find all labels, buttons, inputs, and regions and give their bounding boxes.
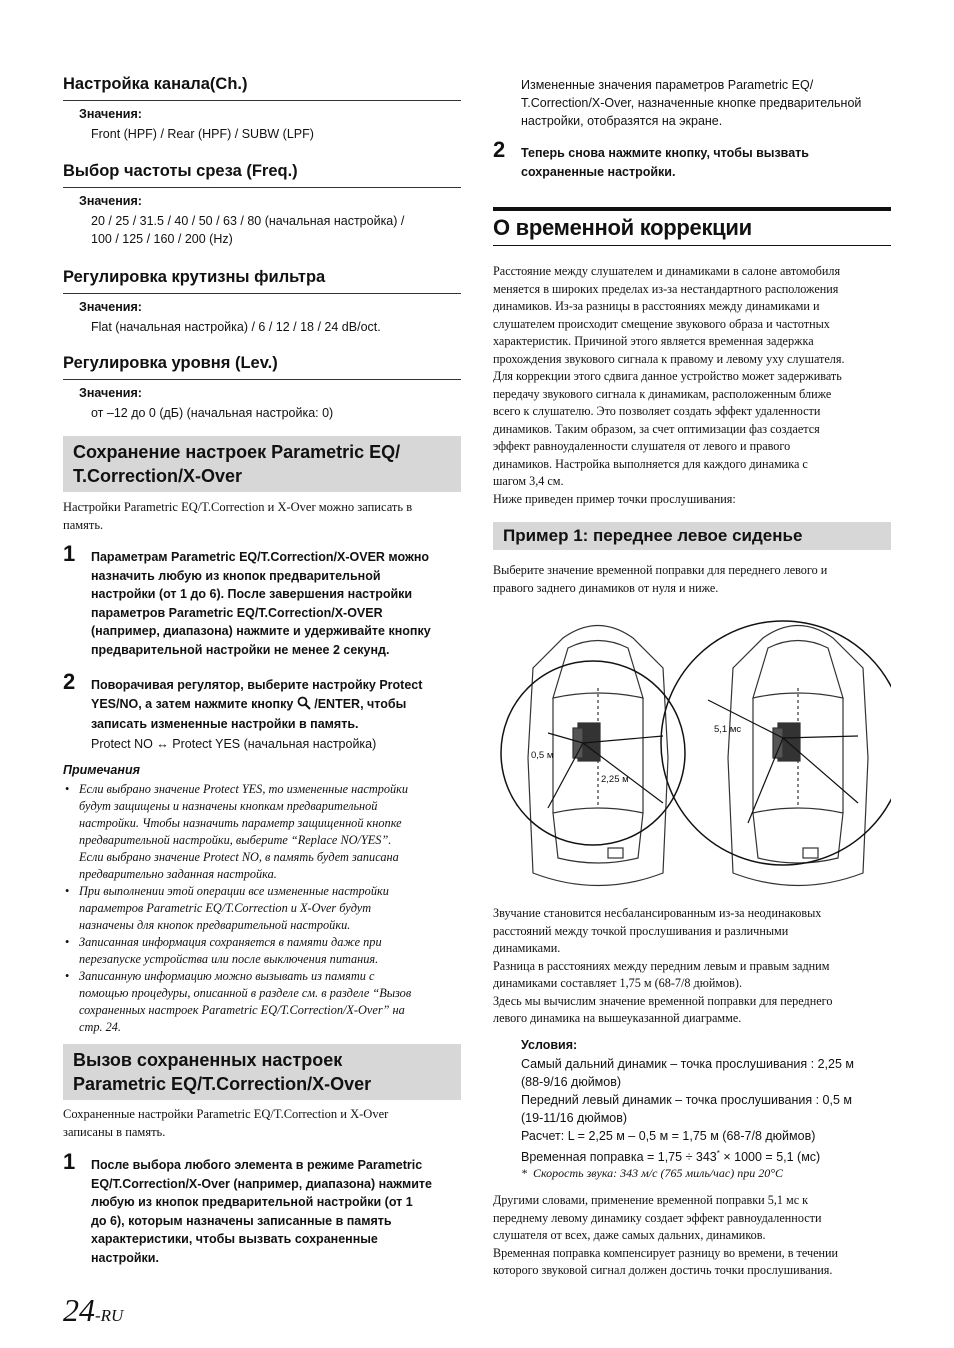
save-step-2: Поворачивая регулятор, выберите настройку Protect YES/NO, а затем нажмите кнопку /ENTER, чтобы записать измененные настройки в память. [91, 678, 423, 731]
recall-step-2: Теперь снова нажмите кнопку, чтобы вызвать сохраненные настройки. [521, 146, 809, 179]
section-recall-title: Вызов сохраненных настроек Parametric EQ/T.Correction/X-Over [63, 1044, 461, 1100]
values-label: Значения: [79, 194, 142, 208]
page-number: 24-RU [63, 1292, 124, 1328]
notes-list [63, 781, 461, 1036]
recall-continued: Измененные значения параметров Parametric EQ/ T.Correction/X-Over, назначенные кнопке предварительной настройки, отобразятся на экране. [521, 78, 862, 128]
recall-step-1: После выбора любого элемента в режиме Parametric EQ/T.Correction/X-Over (например, диапазона) нажмите любую из кнопок предварительной настройки (от 1 до 6), которым назначены записанные в память характеристики, чтобы вызвать сохраненные настройки. [91, 1158, 432, 1265]
conditions-list: Самый дальний динамик – точка прослушивания : 2,25 м (88-9/16 дюймов) Передний левый динамик – точка прослушивания : 0,5 м (19-11/16 дюймов) Расчет: L = 2,25 м – 0,5 м = 1,75 м (68-7/8 дюймов) Временная поправка = 1,75 ÷ 343* × 1000 = 5,1 (мс) [521, 1057, 854, 1165]
step-number: 1 [63, 1149, 76, 1174]
footnote: * Скорость звука: 343 м/с (765 миль/час) при 20°C [521, 1166, 783, 1180]
step-number: 1 [63, 541, 76, 566]
time-correction-body: Расстояние между слушателем и динамиками в салоне автомобиля меняется в широких пределах из-за нестандартного расположения динамиков. Из-за разницы в расстояниях между динамиками и слушателем происходит смещение звукового образа и частотных характеристик. Причиной этого является временная задержка прохождения звукового сигнала к правому и левому уху слушателя. Для коррекции этого сдвига данное устройство может задерживать передачу звукового сигнала к динамикам, расположенным ближе всего к слушателю. Это позволяет создать эффект удаленности динамиков. Таким образом, за счет оптимизации фаз создается эффект равноудаленности слушателя от левого и правого динамиков. Настройка выполняется для каждого динамика с шагом 3,4 см. Ниже приведен пример точки прослушивания: [493, 264, 845, 506]
heading-freq: Выбор частоты среза (Freq.) [63, 162, 461, 188]
recall-intro: Сохраненные настройки Parametric EQ/T.Correction и X-Over записаны в память. [63, 1107, 389, 1139]
heading-level: Регулировка уровня (Lev.) [63, 354, 461, 380]
note-item: • При выполнении этой операции все измененные настройки параметров Parametric EQ/T.Correction и X-Over будут назначены для кнопок предварительной настройки. [63, 883, 461, 934]
time-correction-title: О временной коррекции [493, 207, 891, 246]
values-label: Значения: [79, 300, 142, 314]
heading-slope: Регулировка крутизны фильтра [63, 268, 461, 294]
conditions-title: Условия: [521, 1038, 578, 1052]
search-icon [297, 696, 311, 716]
analysis-text: Звучание становится несбалансированным из-за неодинаковых расстояний между точкой прослушивания и различными динамиками. Разница в расстояниях между передним левым и правым задним динамиками составляет 1,75 м (68-7/8 дюймов). Здесь мы вычислим значение временной поправки для переднего левого динамика на вышеуказанной диаграмме. [493, 906, 833, 1025]
label-225m: 2,25 м [601, 774, 629, 785]
car-diagram [493, 608, 891, 900]
values-text: 20 / 25 / 31.5 / 40 / 50 / 63 / 80 (начальная настройка) / 100 / 125 / 160 / 200 (Hz) [91, 214, 405, 246]
protect-sequence: Protect NO ↔ Protect YES (начальная настройка) [91, 737, 377, 751]
example-title: Пример 1: переднее левое сиденье [493, 522, 891, 550]
save-step-1: Параметрам Parametric EQ/T.Correction/X-OVER можно назначить любую из кнопок предварительной настройки (от 1 до 6). После завершения настройки параметров Parametric EQ/T.Correction/X-OVER (например, диапазона) нажмите и удерживайте кнопку предварительной настройки не менее 2 секунд. [91, 550, 431, 657]
values-label: Значения: [79, 386, 142, 400]
label-05m: 0,5 м [531, 750, 554, 761]
conclusion-text: Другими словами, применение временной поправки 5,1 мс к переднему левому динамику создает эффект равноудаленности слушателя от всех, даже самых дальних, динамиков. Временная поправка компенсирует разницу во времени, в течении которого звуковой сигнал должен достичь точки прослушивания. [493, 1193, 839, 1277]
example-intro: Выберите значение временной поправки для переднего левого и правого заднего динамиков от нуля и ниже. [493, 563, 828, 595]
values-text: от –12 до 0 (дБ) (начальная настройка: 0) [91, 406, 334, 420]
values-label: Значения: [79, 107, 142, 121]
step-number: 2 [63, 669, 76, 694]
note-item: • Если выбрано значение Protect YES, то измененные настройки будут защищены и назначены кнопкам предварительной настройки. Чтобы назначить параметр защищенной кнопке предварительной настройки, выберите “Replace NO/YES”. Если выбрано значение Protect NO, в память будет записана предварительно заданная настройка. [63, 781, 461, 883]
values-text: Flat (начальная настройка) / 6 / 12 / 18 / 24 dB/oct. [91, 320, 381, 334]
label-51ms: 5,1 мс [714, 724, 742, 735]
values-text: Front (HPF) / Rear (HPF) / SUBW (LPF) [91, 127, 314, 141]
note-item: • Записанную информацию можно вызывать из памяти с помощью процедуры, описанной в разделе см. в разделе “Вызов сохраненных настроек Parametric EQ/T.Correction/X-Over” на стр. 24. [63, 968, 461, 1036]
note-item: • Записанная информация сохраняется в памяти даже при перезапуске устройства или после выключения питания. [63, 934, 461, 968]
heading-channel: Настройка канала(Ch.) [63, 75, 461, 101]
save-intro: Настройки Parametric EQ/T.Correction и X-Over можно записать в память. [63, 500, 413, 532]
step-number: 2 [493, 137, 506, 162]
notes-title: Примечания [63, 763, 140, 777]
section-save-title: Сохранение настроек Parametric EQ/ T.Correction/X-Over [63, 436, 461, 492]
